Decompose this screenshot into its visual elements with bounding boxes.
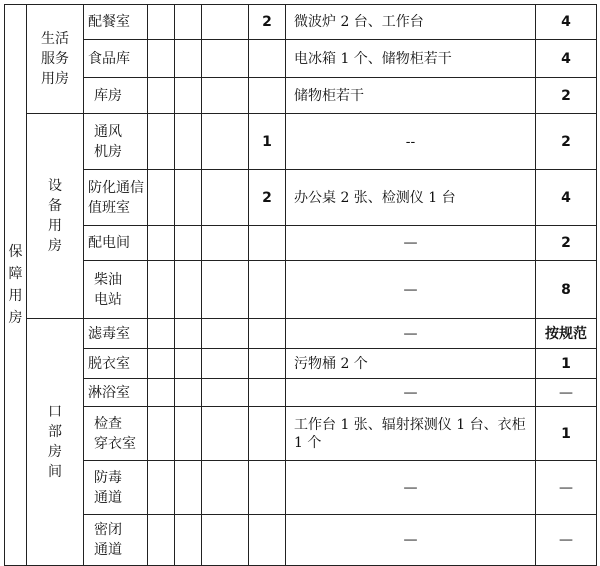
room-name: 食品库 [88, 50, 130, 67]
room-name: 通道 [94, 489, 122, 506]
equipment-cell: — [286, 461, 536, 515]
equipment-cell: 微波炉 2 台、工作台 [286, 5, 536, 40]
room-name: 防化通信 [88, 179, 144, 196]
area-cell: 2 [536, 78, 597, 114]
table-row [5, 261, 597, 319]
blank-cell [202, 5, 249, 40]
blank-cell [202, 170, 249, 226]
area-cell: 1 [536, 349, 597, 379]
area-cell: — [536, 379, 597, 407]
group-line: 间 [48, 464, 62, 480]
blank-cell [148, 349, 175, 379]
area-cell: — [536, 515, 597, 566]
room-name: 密闭 [94, 522, 122, 538]
table-row [5, 226, 597, 261]
blank-cell [175, 170, 202, 226]
group-line: 备 [48, 198, 62, 214]
room-name-cell [84, 5, 148, 40]
room-name-cell [84, 170, 148, 226]
equipment-cell: — [286, 379, 536, 407]
room-name: 防毒 [94, 469, 122, 486]
qty-cell [249, 379, 286, 407]
area-cell: 4 [536, 5, 597, 40]
blank-cell [175, 40, 202, 78]
blank-cell [175, 515, 202, 566]
group-cell-equipment [27, 114, 84, 319]
blank-cell [148, 407, 175, 461]
group-line: 口 [48, 404, 62, 420]
blank-cell [202, 40, 249, 78]
room-name-cell [84, 261, 148, 319]
table-row [5, 40, 597, 78]
group-cell-living [27, 5, 84, 114]
blank-cell [175, 261, 202, 319]
room-name: 脱衣室 [88, 355, 130, 372]
room-equipment-table [4, 4, 597, 566]
blank-cell [148, 78, 175, 114]
area-cell: 按规范 [536, 319, 597, 349]
qty-cell [249, 461, 286, 515]
qty-cell [249, 78, 286, 114]
room-name: 滤毒室 [88, 325, 130, 342]
blank-cell [202, 78, 249, 114]
equipment-cell: 工作台 1 张、辐射探测仪 1 台、衣柜 1 个 [286, 407, 536, 461]
room-name: 柴油 [94, 271, 122, 288]
room-name-cell [84, 515, 148, 566]
table-row [5, 515, 597, 566]
blank-cell [202, 319, 249, 349]
room-name-cell [84, 40, 148, 78]
group-line: 用 [48, 218, 62, 234]
blank-cell [202, 379, 249, 407]
qty-cell [249, 349, 286, 379]
qty-cell [249, 407, 286, 461]
blank-cell [148, 515, 175, 566]
room-name-cell [84, 78, 148, 114]
table-row [5, 5, 597, 40]
outer-category-label: 保障用房 [8, 244, 23, 326]
group-cell-entrance [27, 319, 84, 566]
table-row [5, 349, 597, 379]
blank-cell [148, 5, 175, 40]
group-line: 房 [48, 238, 62, 254]
table-row [5, 170, 597, 226]
blank-cell [148, 226, 175, 261]
equipment-cell: — [286, 261, 536, 319]
room-name: 值班室 [88, 199, 130, 216]
area-cell: 8 [536, 261, 597, 319]
blank-cell [175, 461, 202, 515]
room-name-cell [84, 461, 148, 515]
room-name-cell [84, 407, 148, 461]
blank-cell [148, 379, 175, 407]
room-name: 机房 [94, 143, 122, 160]
room-name: 配餐室 [88, 14, 130, 30]
qty-cell [249, 40, 286, 78]
blank-cell [148, 40, 175, 78]
room-name: 穿衣室 [94, 435, 136, 452]
blank-cell [175, 379, 202, 407]
equipment-cell: 办公桌 2 张、检测仪 1 台 [286, 170, 536, 226]
equipment-cell: — [286, 319, 536, 349]
area-cell: — [536, 461, 597, 515]
qty-cell [249, 515, 286, 566]
table-row [5, 319, 597, 349]
blank-cell [148, 114, 175, 170]
group-line: 部 [48, 424, 62, 440]
qty-cell [249, 261, 286, 319]
area-cell: 4 [536, 170, 597, 226]
blank-cell [202, 407, 249, 461]
table-row [5, 461, 597, 515]
area-cell: 4 [536, 40, 597, 78]
room-name: 通风 [94, 123, 122, 140]
room-name-cell [84, 319, 148, 349]
blank-cell [175, 5, 202, 40]
area-cell: 2 [536, 114, 597, 170]
room-name: 检查 [94, 415, 122, 432]
table-row [5, 407, 597, 461]
blank-cell [148, 170, 175, 226]
blank-cell [202, 261, 249, 319]
area-cell: 2 [536, 226, 597, 261]
blank-cell [148, 319, 175, 349]
table-row [5, 379, 597, 407]
group-line: 生活 [41, 31, 69, 47]
blank-cell [175, 319, 202, 349]
blank-cell [175, 226, 202, 261]
blank-cell [175, 78, 202, 114]
equipment-cell: 电冰箱 1 个、储物柜若干 [286, 40, 536, 78]
room-name-cell [84, 226, 148, 261]
room-name: 通道 [94, 542, 122, 558]
blank-cell [175, 407, 202, 461]
equipment-cell: 污物桶 2 个 [286, 349, 536, 379]
blank-cell [175, 349, 202, 379]
room-name-cell [84, 349, 148, 379]
room-name-cell [84, 379, 148, 407]
room-name-cell [84, 114, 148, 170]
equipment-cell: 储物柜若干 [286, 78, 536, 114]
room-name: 电站 [94, 291, 122, 308]
room-name: 库房 [94, 87, 122, 104]
blank-cell [148, 261, 175, 319]
qty-cell: 1 [249, 114, 286, 170]
blank-cell [202, 114, 249, 170]
group-line: 设 [48, 178, 62, 194]
qty-cell [249, 226, 286, 261]
blank-cell [202, 349, 249, 379]
room-name: 淋浴室 [88, 384, 130, 401]
blank-cell [148, 461, 175, 515]
qty-cell: 2 [249, 5, 286, 40]
group-line: 用房 [41, 71, 69, 87]
table-row [5, 78, 597, 114]
table-row [5, 114, 597, 170]
qty-cell: 2 [249, 170, 286, 226]
equipment-cell: — [286, 515, 536, 566]
group-line: 房 [48, 444, 62, 460]
outer-category-cell [5, 5, 27, 566]
qty-cell [249, 319, 286, 349]
blank-cell [175, 114, 202, 170]
equipment-cell: — [286, 226, 536, 261]
equipment-cell: -- [286, 114, 536, 170]
blank-cell [202, 226, 249, 261]
area-cell: 1 [536, 407, 597, 461]
group-line: 服务 [41, 51, 69, 67]
room-name: 配电间 [88, 235, 130, 251]
blank-cell [202, 461, 249, 515]
blank-cell [202, 515, 249, 566]
